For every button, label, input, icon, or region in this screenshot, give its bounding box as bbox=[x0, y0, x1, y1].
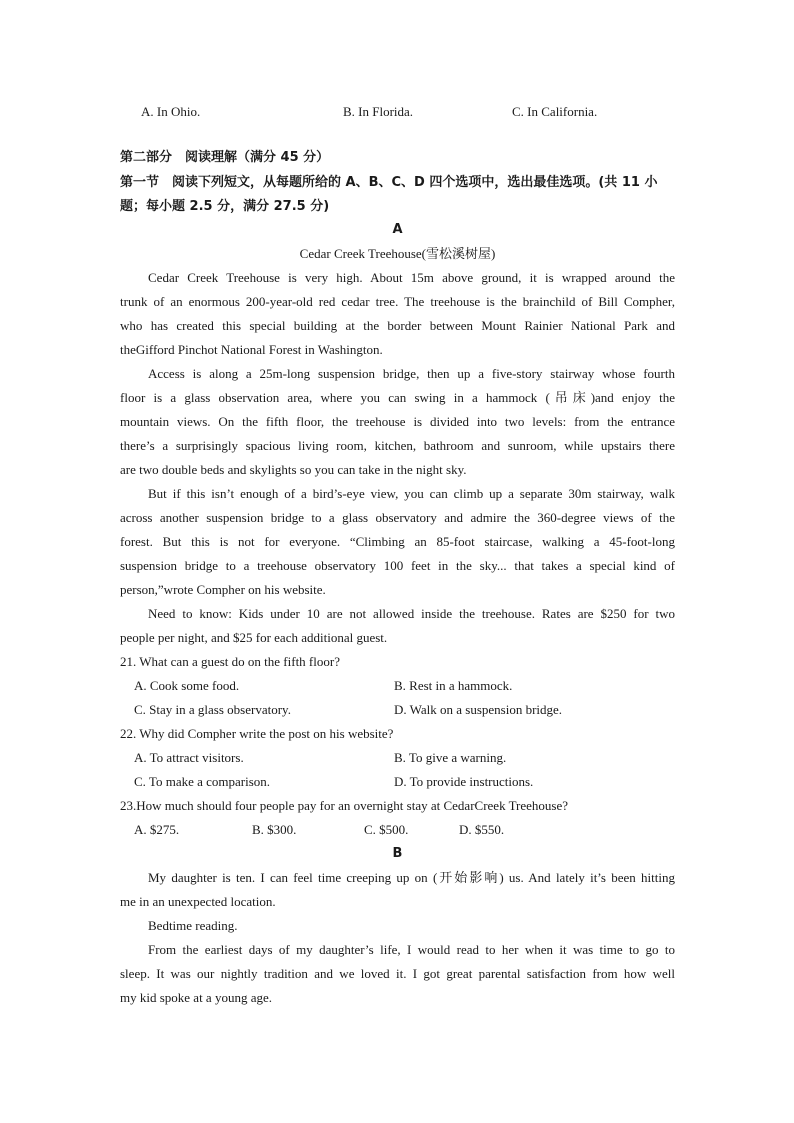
passage-a-line: people per night, and $25 for each additional guest. bbox=[120, 630, 388, 645]
passage-a-letter: A bbox=[392, 222, 403, 237]
passage-b-letter: B bbox=[392, 846, 403, 861]
question-21-stem: 21. What can a guest do on the fifth floor? bbox=[120, 654, 340, 669]
option-b: B. In Florida. bbox=[343, 104, 414, 119]
passage-b-line: Bedtime reading. bbox=[148, 918, 238, 933]
passage-a-line: across another suspension bridge to a glass observatory and admire the 360-degree views of the bbox=[120, 510, 675, 525]
passage-a-line: floor is a glass observation area, where you can swing in a hammock (吊床)and enjoy the bbox=[120, 390, 675, 405]
passage-b-line: my kid spoke at a young age. bbox=[120, 990, 272, 1005]
part-title: 第二部分 阅读理解（满分 45 分） bbox=[120, 150, 330, 165]
previous-question-options bbox=[0, 102, 794, 122]
passage-a-line: forest. But this is not for everyone. “Climbing an 85-foot staircase, walking a 45-foot-long bbox=[120, 534, 675, 549]
passage-a-line: trunk of an enormous 200-year-old red cedar tree. The treehouse is the brainchild of Bill Compher, bbox=[120, 294, 675, 309]
passage-a-line: Access is along a 25m-long suspension bridge, then up a five-story stairway whose fourth bbox=[148, 366, 675, 381]
passage-a-title: Cedar Creek Treehouse(雪松溪树屋) bbox=[299, 246, 496, 261]
question-22-option-a: A. To attract visitors. bbox=[134, 750, 244, 765]
passage-b-line: sleep. It was our nightly tradition and we loved it. I got great parental satisfaction from how well bbox=[120, 966, 675, 981]
question-22-option-d: D. To provide instructions. bbox=[394, 774, 534, 789]
option-a: A. In Ohio. bbox=[141, 104, 201, 119]
passage-a-line: who has created this special building at the border between Mount Rainier National Park and bbox=[120, 318, 675, 333]
question-22-option-c: C. To make a comparison. bbox=[134, 774, 271, 789]
question-23-option-b: B. $300. bbox=[252, 822, 297, 837]
question-23-option-a: A. $275. bbox=[134, 822, 180, 837]
option-c: C. In California. bbox=[512, 104, 598, 119]
passage-a-line: person,”wrote Compher on his website. bbox=[120, 582, 326, 597]
section-instruction-line-1: 第一节 阅读下列短文，从每题所给的 A、B、C、D 四个选项中，选出最佳选项。(共 11 小 bbox=[120, 175, 658, 190]
passage-a-line: Cedar Creek Treehouse is very high. About 15m above ground, it is wrapped around the bbox=[148, 270, 675, 285]
passage-a-line: there’s a surprisingly spacious living room, kitchen, bathroom and sunroom, while upstairs there bbox=[120, 438, 675, 453]
passage-b-line: My daughter is ten. I can feel time creeping up on (开始影响) us. And lately it’s been hitting bbox=[148, 870, 675, 885]
question-21-option-a: A. Cook some food. bbox=[134, 678, 240, 693]
question-22-stem: 22. Why did Compher write the post on his website? bbox=[120, 726, 394, 741]
question-21-option-d: D. Walk on a suspension bridge. bbox=[394, 702, 563, 717]
passage-b-line: From the earliest days of my daughter’s life, I would read to her when it was time to go to bbox=[148, 942, 675, 957]
question-21-option-b: B. Rest in a hammock. bbox=[394, 678, 513, 693]
passage-a-line: Need to know: Kids under 10 are not allowed inside the treehouse. Rates are $250 for two bbox=[148, 606, 675, 621]
passage-b-line: me in an unexpected location. bbox=[120, 894, 276, 909]
question-21-option-c: C. Stay in a glass observatory. bbox=[134, 702, 291, 717]
passage-a-line: suspension bridge to a treehouse observatory 100 feet in the sky... that takes a special kind of bbox=[120, 558, 675, 573]
question-23-stem: 23.How much should four people pay for an overnight stay at CedarCreek Treehouse? bbox=[120, 798, 569, 813]
question-23-option-d: D. $550. bbox=[459, 822, 505, 837]
passage-a-line: theGifford Pinchot National Forest in Washington. bbox=[120, 342, 383, 357]
section-instruction-line-2: 题；每小题 2.5 分，满分 27.5 分) bbox=[120, 199, 330, 214]
passage-a-line: are two double beds and skylights so you can take in the night sky. bbox=[120, 462, 467, 477]
passage-a-line: But if this isn’t enough of a bird’s-eye view, you can climb up a separate 30m stairway, walk bbox=[148, 486, 675, 501]
passage-a-line: mountain views. On the fifth floor, the treehouse is divided into two levels: from the entrance bbox=[120, 414, 675, 429]
question-22-option-b: B. To give a warning. bbox=[394, 750, 507, 765]
question-23-option-c: C. $500. bbox=[364, 822, 409, 837]
